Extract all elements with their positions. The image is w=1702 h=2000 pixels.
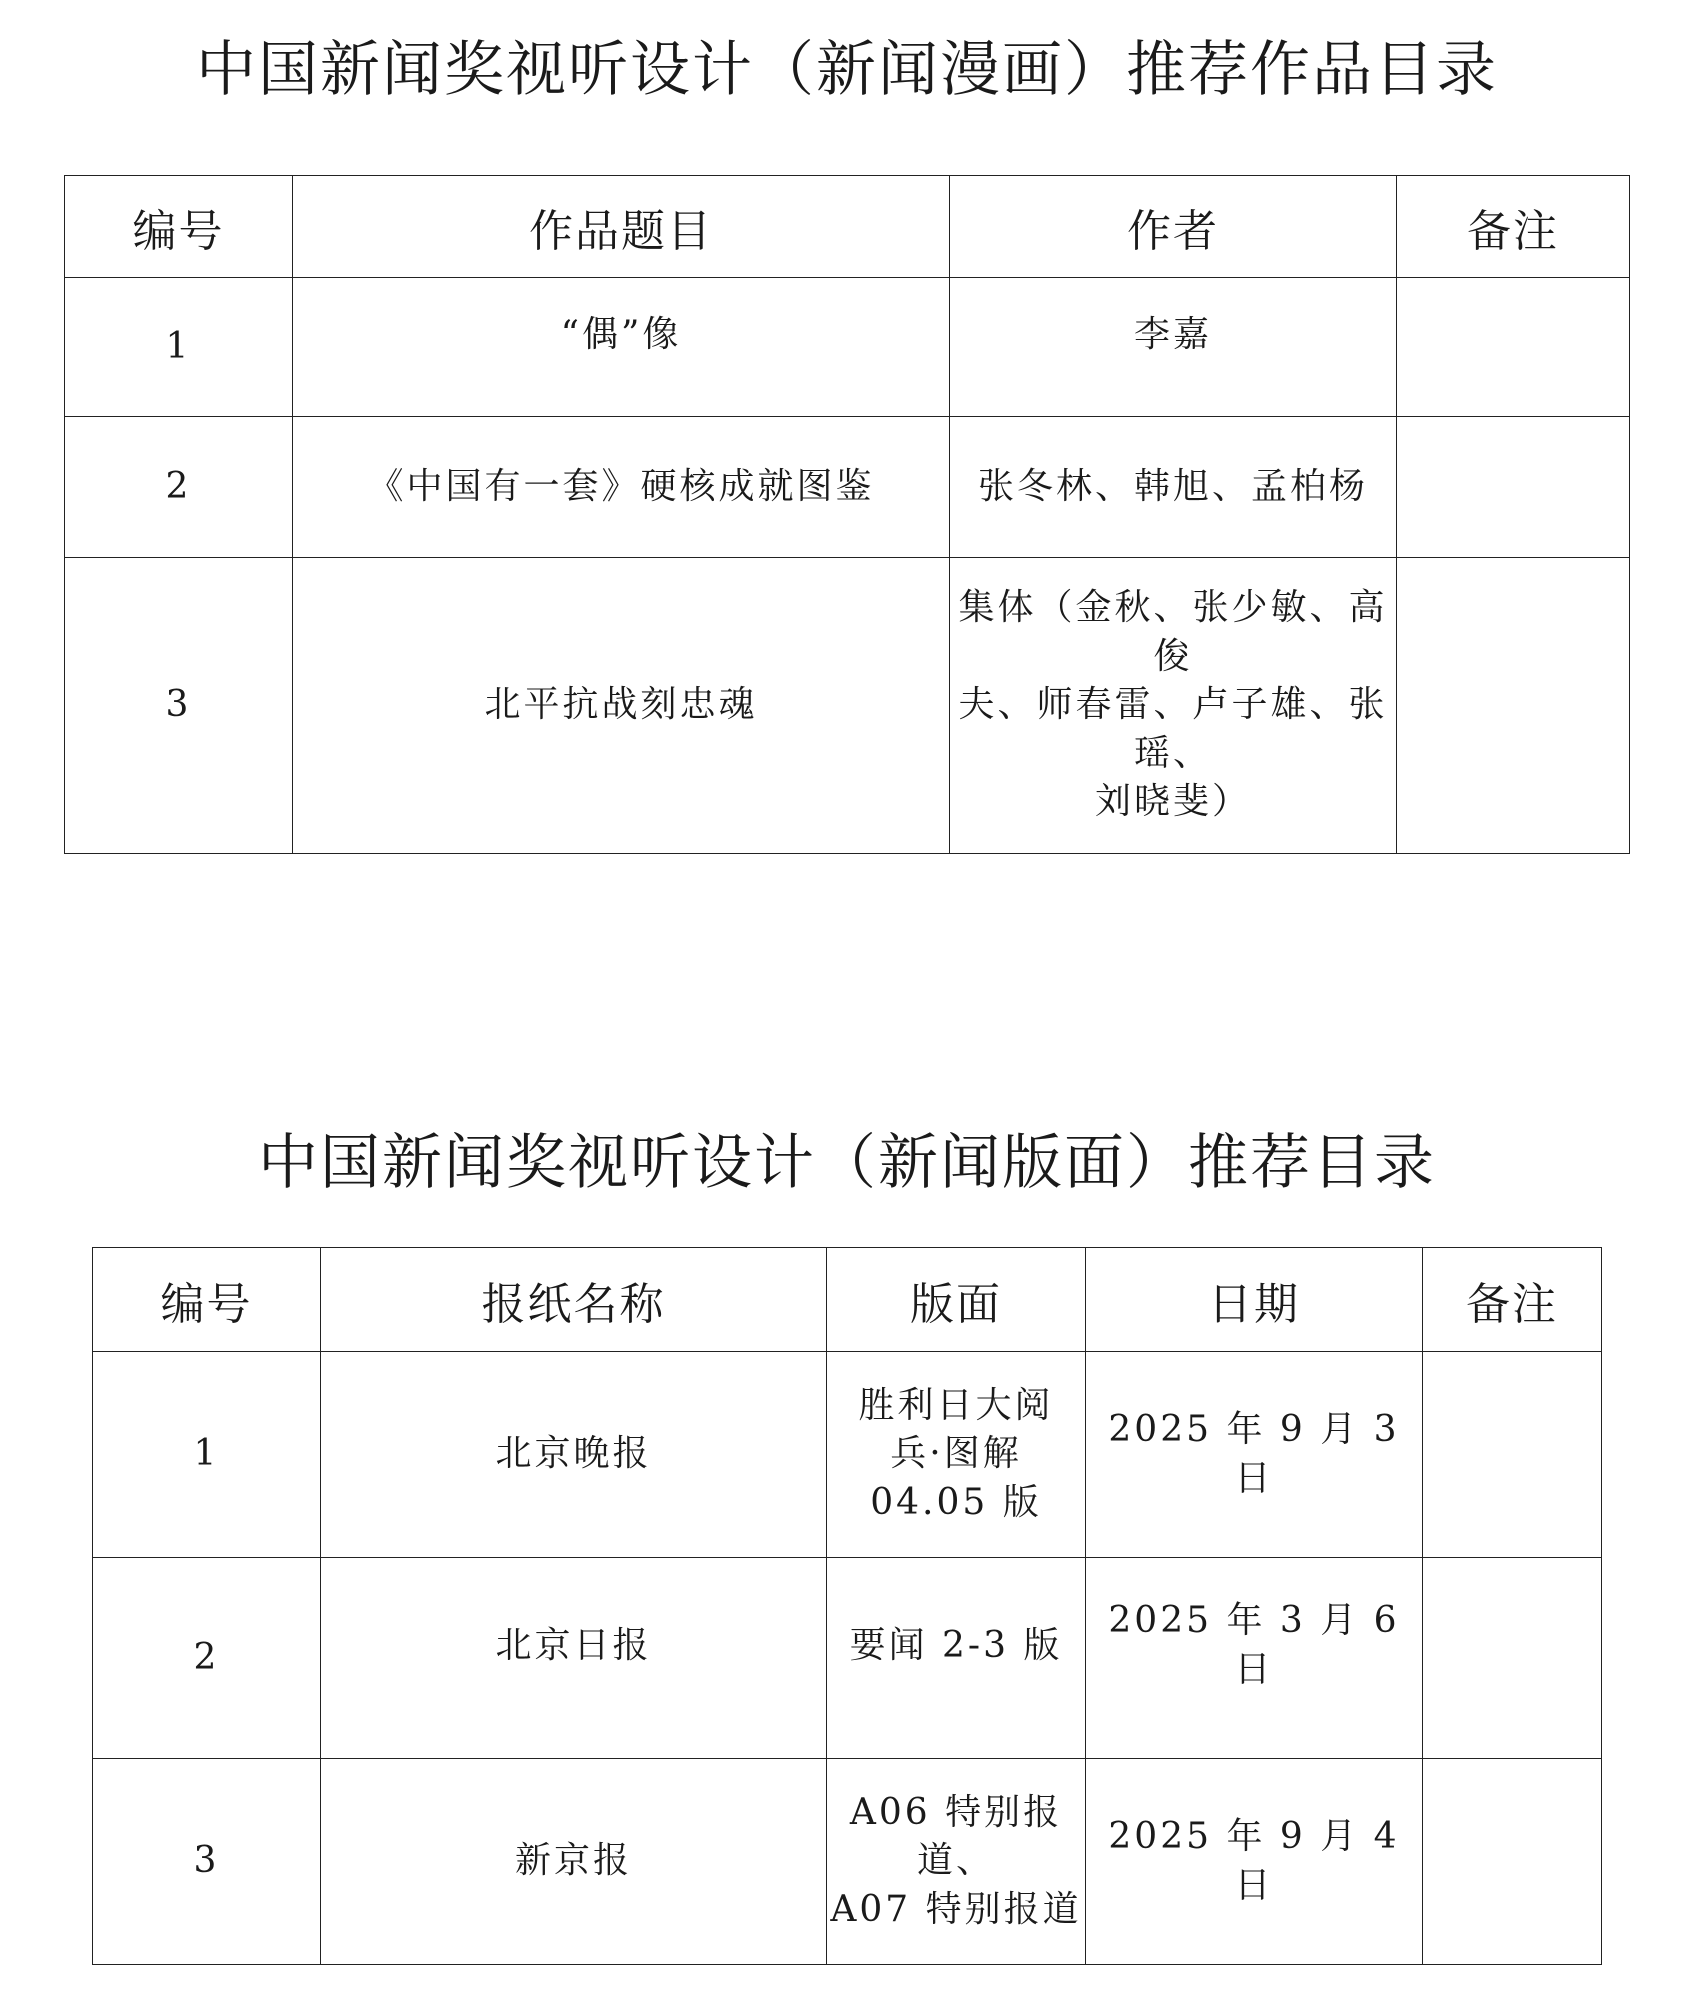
newspaper [321, 1558, 827, 1759]
work-title-text: “偶”像 [560, 313, 682, 355]
author-line: 集体（金秋、张少敏、高俊 [958, 587, 1388, 677]
table-header-row [65, 176, 1630, 278]
newspaper: 北京晚报 [321, 1352, 827, 1558]
header-remarks: 备注 [1423, 1248, 1602, 1352]
date-text: 2025 年 3 月 6 日 [1108, 1600, 1400, 1690]
page-line: A06 特别报道、 [849, 1791, 1063, 1882]
date [1086, 1558, 1423, 1759]
date: 2025 年 9 月 3 日 [1086, 1352, 1423, 1558]
header-newspaper: 报纸名称 [321, 1248, 827, 1352]
table-row [93, 1352, 1602, 1558]
row-number: 1 [93, 1352, 321, 1558]
cartoon-list-title: 中国新闻奖视听设计（新闻漫画）推荐作品目录 [196, 35, 1498, 105]
newspaper-layouts-table [92, 1247, 1602, 1965]
work-title: 北平抗战刻忠魂 [293, 558, 950, 854]
author-line: 夫、师春雷、卢子雄、张瑶、 [958, 684, 1388, 774]
table-row [93, 1759, 1602, 1965]
row-number: 2 [65, 417, 293, 558]
author [950, 558, 1397, 854]
header-remarks: 备注 [1397, 176, 1630, 278]
table-row [93, 1558, 1602, 1759]
page-line: 04.05 版 [870, 1481, 1042, 1523]
header-author: 作者 [950, 176, 1397, 278]
author: 张冬林、韩旭、孟柏杨 [950, 417, 1397, 558]
page-text: 要闻 2-3 版 [849, 1624, 1063, 1666]
layout-list-title: 中国新闻奖视听设计（新闻版面）推荐目录 [258, 1128, 1436, 1198]
work-title [293, 278, 950, 417]
row-number: 3 [65, 558, 293, 854]
table-row [65, 278, 1630, 417]
row-number: 3 [93, 1759, 321, 1965]
row-number: 2 [93, 1558, 321, 1759]
newspaper-text: 北京日报 [495, 1624, 652, 1666]
page-line: 兵·图解 [890, 1433, 1022, 1475]
header-number: 编号 [93, 1248, 321, 1352]
remarks [1423, 1558, 1602, 1759]
page [827, 1759, 1086, 1965]
cartoon-works-table [64, 175, 1630, 854]
table-row [65, 558, 1630, 854]
page-line: 胜利日大阅 [858, 1384, 1054, 1426]
page [827, 1352, 1086, 1558]
row-number: 1 [65, 278, 293, 417]
page-line: A07 特别报道 [830, 1888, 1082, 1930]
author-text: 李嘉 [1133, 313, 1212, 355]
author [950, 278, 1397, 417]
remarks [1397, 417, 1630, 558]
remarks [1423, 1759, 1602, 1965]
header-date: 日期 [1086, 1248, 1423, 1352]
table-row [65, 417, 1630, 558]
remarks [1397, 278, 1630, 417]
header-page: 版面 [827, 1248, 1086, 1352]
newspaper: 新京报 [321, 1759, 827, 1965]
work-title: 《中国有一套》硬核成就图鉴 [293, 417, 950, 558]
page [827, 1558, 1086, 1759]
header-work-title: 作品题目 [293, 176, 950, 278]
header-number: 编号 [65, 176, 293, 278]
remarks [1397, 558, 1630, 854]
remarks [1423, 1352, 1602, 1558]
table-header-row [93, 1248, 1602, 1352]
date: 2025 年 9 月 4 日 [1086, 1759, 1423, 1965]
author-line: 刘晓斐） [1094, 781, 1251, 823]
